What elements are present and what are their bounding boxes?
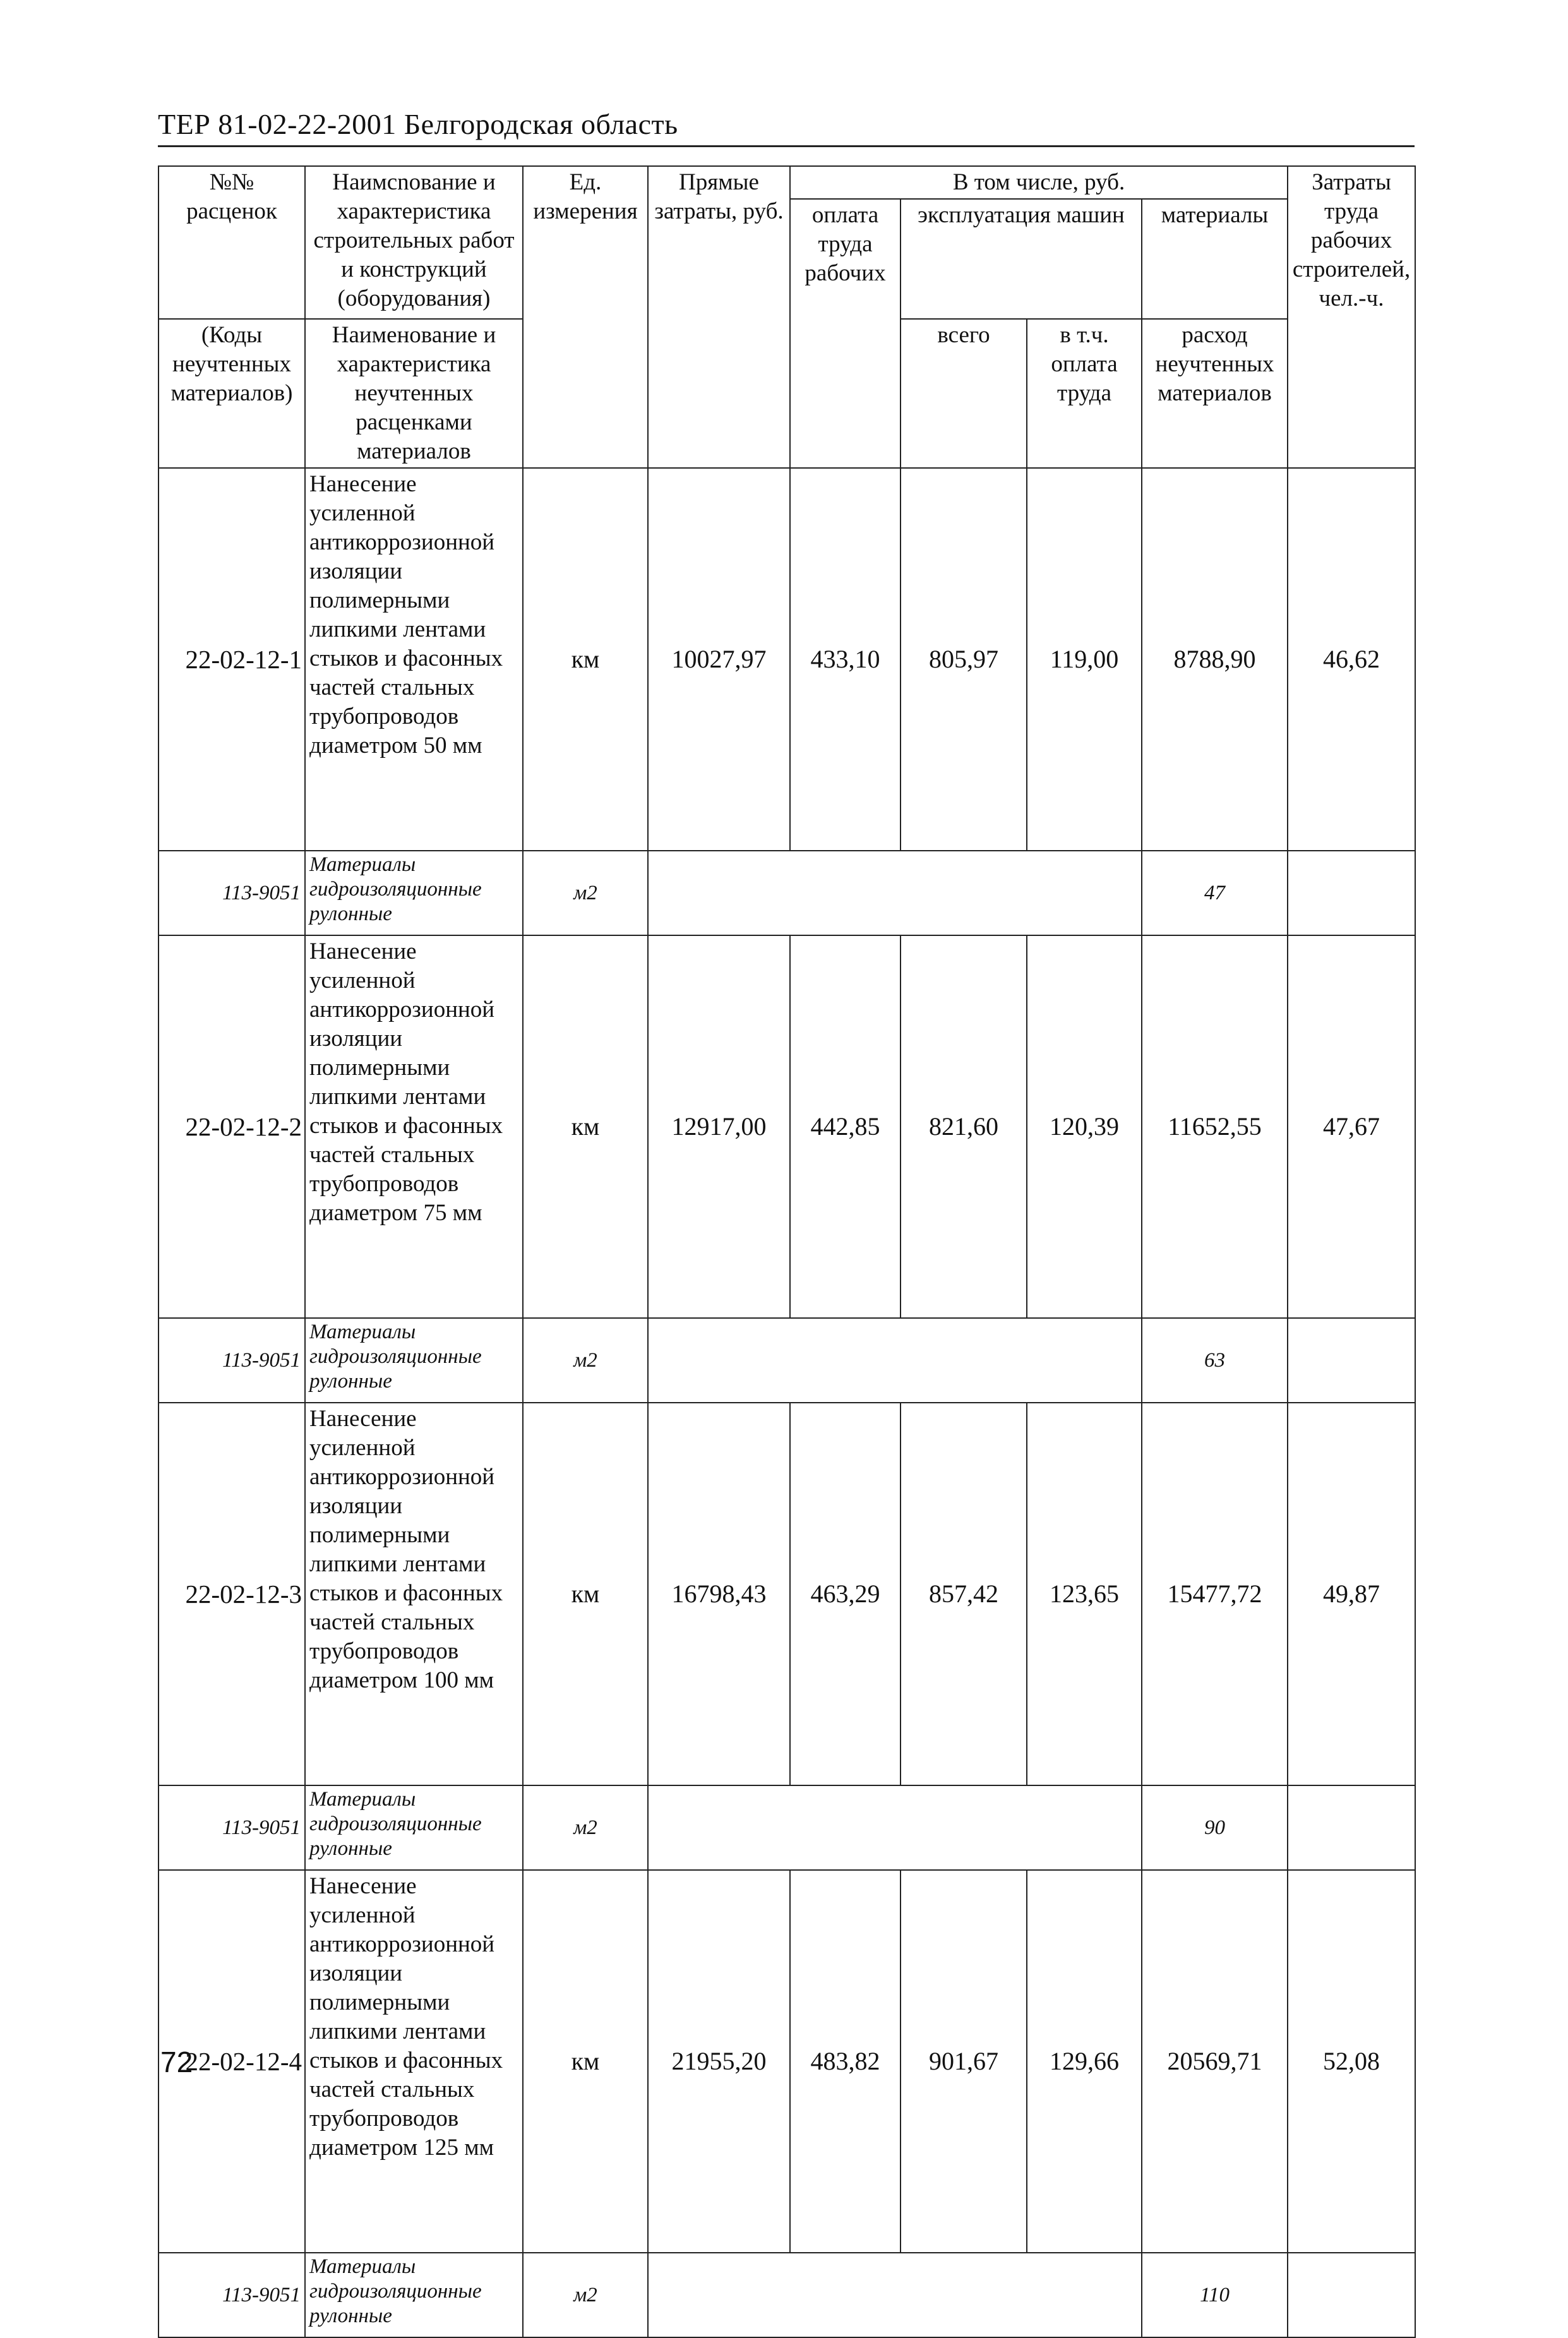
header-codes2: (Коды неучтенных материалов) [159, 319, 305, 468]
labor-hours: 52,08 [1288, 1870, 1415, 2253]
header-incl: В том числе, руб. [790, 166, 1288, 199]
header-machines: эксплуатация машин [901, 199, 1142, 319]
work-description: Нанесение усиленной антикоррозионной изоляции полимерными липкими лентами стыков и фасонных частей стальных трубопроводов диаметром 100 мм [305, 1403, 523, 1785]
header-name2: Наименование и характеристика неучтенных расценками материалов [305, 319, 523, 468]
work-description: Нанесение усиленной антикоррозионной изоляции полимерными липкими лентами стыков и фасонных частей стальных трубопроводов диаметром 125 мм [305, 1870, 523, 2253]
direct-cost: 10027,97 [648, 468, 790, 851]
direct-cost: 21955,20 [648, 1870, 790, 2253]
machines-total: 821,60 [901, 935, 1027, 1318]
materials-cost: 20569,71 [1142, 1870, 1288, 2253]
rate-code: 22-02-12-1 [159, 468, 305, 851]
header-name: Наимсnование и характеристика строительных работ и конструкций (оборудования) [305, 166, 523, 319]
material-qty: 47 [1142, 851, 1288, 935]
material-row [159, 851, 1415, 935]
empty-cell [648, 851, 1142, 935]
page-number: 72 [160, 2046, 193, 2078]
material-code: 113-9051 [159, 1785, 305, 1870]
table-header [159, 166, 1415, 468]
material-qty: 63 [1142, 1318, 1288, 1403]
header-materials2: расход неучтенных материалов [1142, 319, 1288, 468]
material-row [159, 1785, 1415, 1870]
labor-pay: 463,29 [790, 1403, 901, 1785]
material-name: Материалы гидроизоляционные рулонные [305, 1318, 523, 1403]
page-header-title: ТЕР 81-02-22-2001 Белгородская область [158, 108, 678, 140]
material-unit: м2 [523, 1318, 648, 1403]
rate-code: 22-02-12-2 [159, 935, 305, 1318]
unit-cell: км [523, 1403, 648, 1785]
direct-cost: 12917,00 [648, 935, 790, 1318]
material-qty: 90 [1142, 1785, 1288, 1870]
empty-cell [648, 2253, 1142, 2337]
rates-table [158, 165, 1416, 2338]
material-row [159, 1318, 1415, 1403]
machines-total: 805,97 [901, 468, 1027, 851]
materials-cost: 15477,72 [1142, 1403, 1288, 1785]
materials-cost: 11652,55 [1142, 935, 1288, 1318]
work-description: Нанесение усиленной антикоррозионной изоляции полимерными липкими лентами стыков и фасонных частей стальных трубопроводов диаметром 75 мм [305, 935, 523, 1318]
machines-pay: 123,65 [1027, 1403, 1142, 1785]
rate-code: 22-02-12-4 [159, 1870, 305, 2253]
empty-cell [1288, 851, 1415, 935]
empty-cell [1288, 2253, 1415, 2337]
material-code: 113-9051 [159, 2253, 305, 2337]
header-machines-pay: в т.ч. оплата труда [1027, 319, 1142, 468]
empty-cell [1288, 1785, 1415, 1870]
header-direct: Прямые затраты, руб. [648, 166, 790, 468]
table-row [159, 468, 1415, 851]
empty-cell [1288, 1318, 1415, 1403]
machines-pay: 119,00 [1027, 468, 1142, 851]
unit-cell: км [523, 1870, 648, 2253]
unit-cell: км [523, 468, 648, 851]
material-name: Материалы гидроизоляционные рулонные [305, 2253, 523, 2337]
labor-hours: 49,87 [1288, 1403, 1415, 1785]
labor-pay: 442,85 [790, 935, 901, 1318]
labor-hours: 46,62 [1288, 468, 1415, 851]
rate-code: 22-02-12-3 [159, 1403, 305, 1785]
material-qty: 110 [1142, 2253, 1288, 2337]
material-unit: м2 [523, 2253, 648, 2337]
material-name: Материалы гидроизоляционные рулонные [305, 1785, 523, 1870]
material-code: 113-9051 [159, 1318, 305, 1403]
unit-cell: км [523, 935, 648, 1318]
work-description: Нанесение усиленной антикоррозионной изоляции полимерными липкими лентами стыков и фасонных частей стальных трубопроводов диаметром 50 мм [305, 468, 523, 851]
table-row [159, 1870, 1415, 2253]
header-labor: Затраты труда рабочих строителей, чел.-ч. [1288, 166, 1415, 468]
material-name: Материалы гидроизоляционные рулонные [305, 851, 523, 935]
material-unit: м2 [523, 1785, 648, 1870]
direct-cost: 16798,43 [648, 1403, 790, 1785]
header-labor-pay: оплата труда рабочих [790, 199, 901, 468]
material-row [159, 2253, 1415, 2337]
materials-cost: 8788,90 [1142, 468, 1288, 851]
material-unit: м2 [523, 851, 648, 935]
machines-pay: 120,39 [1027, 935, 1142, 1318]
header-code: №№ расценок [159, 166, 305, 319]
empty-cell [648, 1785, 1142, 1870]
empty-cell [648, 1318, 1142, 1403]
labor-pay: 433,10 [790, 468, 901, 851]
labor-pay: 483,82 [790, 1870, 901, 2253]
header-unit: Ед. измерения [523, 166, 648, 468]
header-machines-total: всего [901, 319, 1027, 468]
labor-hours: 47,67 [1288, 935, 1415, 1318]
table-body [159, 468, 1415, 2337]
machines-total: 857,42 [901, 1403, 1027, 1785]
header-materials: материалы [1142, 199, 1288, 319]
header-divider [158, 145, 1415, 147]
table-row [159, 1403, 1415, 1785]
material-code: 113-9051 [159, 851, 305, 935]
machines-total: 901,67 [901, 1870, 1027, 2253]
machines-pay: 129,66 [1027, 1870, 1142, 2253]
table-row [159, 935, 1415, 1318]
